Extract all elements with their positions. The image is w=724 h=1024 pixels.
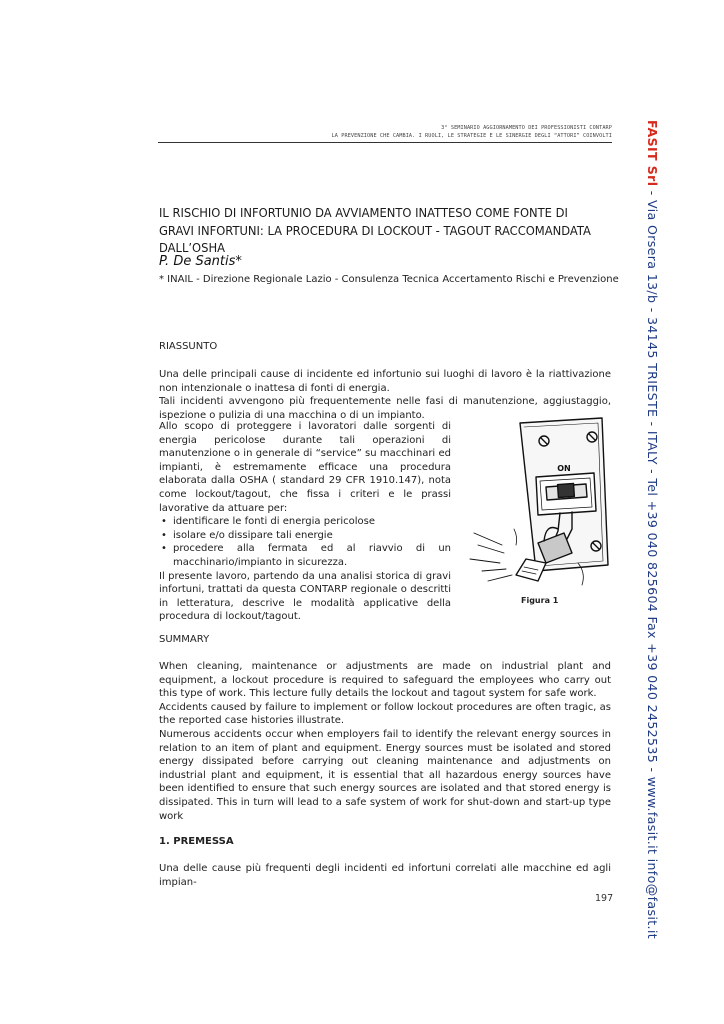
publisher-contact: - Via Orsera 13/b - 34145 TRIESTE - ITALY - Tel +39 040 825604 Fax +39 040 2452535 - www.fasit.it info@fasit.it — [645, 186, 660, 939]
premessa-heading: 1. PREMESSA — [159, 836, 234, 847]
running-header-line-2: LA PREVENZIONE CHE CAMBIA. I RUOLI, LE STRATEGIE E LE SINERGIE DEGLI “ATTORI” COINVOLTI — [331, 132, 612, 139]
publisher-sidebar-text — [645, 120, 660, 939]
header-rule — [158, 142, 612, 143]
lockout-figure — [466, 413, 614, 593]
figure-switch-label: ON — [557, 464, 571, 473]
paper-title-line-2: GRAVI INFORTUNI: LA PROCEDURA DI LOCKOUT - TAGOUT RACCOMANDATA DALL’OSHA — [159, 222, 591, 255]
riassunto-body — [159, 420, 451, 624]
riassunto-heading: RIASSUNTO — [159, 341, 218, 352]
premessa-paragraph-1: Una delle cause più frequenti degli incidenti ed infortuni correlati alle macchine ed agli impian- — [159, 863, 611, 888]
summary-body — [159, 660, 611, 823]
summary-paragraph-2: Accidents caused by failure to implement or follow lockout procedures are often tragic, as the reported case histories illustrate. — [159, 701, 611, 727]
running-header — [332, 125, 612, 140]
paper-title-line-1: IL RISCHIO DI INFORTUNIO DA AVVIAMENTO INATTESO COME FONTE DI — [159, 205, 568, 220]
riassunto-paragraph-4: Il presente lavoro, partendo da una analisi storica di gravi infortuni, trattati da questa CONTARP regionale o descritti in letteratura, descrive le modalità applicative della procedura di lockout/tagout. — [159, 570, 451, 623]
riassunto-paragraph-3: Allo scopo di proteggere i lavoratori dalle sorgenti di energia pericolose durante tali operazioni di manutenzione o in generale di “service” su macchinari ed impianti, è estremamente efficace una procedura elaborata dalla OSHA ( standard 29 CFR 1910.147), nota come lockout/tagout, che fissa i criteri e le prassi lavorative da attuare per: — [159, 421, 451, 514]
page-number: 197 — [595, 893, 614, 904]
bullet-item: • identificare le fonti di energia pericolose — [159, 515, 451, 529]
summary-paragraph-1: When cleaning, maintenance or adjustments are made on industrial plant and equipment, a lockout procedure is required to safeguard the employees who carry out this type of work. This lecture fully details the lockout and tagout system for safe work. — [159, 661, 611, 700]
paper-title — [159, 204, 596, 257]
riassunto-paragraph-1: Una delle principali cause di incidente ed infortunio sui luoghi di lavoro è la riattivazione non intenzionale o inattesa di fonti di energia. — [159, 369, 611, 394]
figure-caption: Figura 1 — [521, 596, 559, 605]
bullet-item: • procedere alla fermata ed al riavvio di un macchinario/impianto in sicurezza. — [159, 542, 451, 569]
premessa-body — [159, 862, 611, 889]
riassunto-paragraph-2: Tali incidenti avvengono più frequentemente nelle fasi di manutenzione, aggiustaggio, ispezione o pulizia di una macchina o di un impianto. — [159, 396, 611, 421]
bullet-item: • isolare e/o dissipare tali energie — [159, 529, 451, 543]
running-header-line-1: 3° SEMINARIO AGGIORNAMENTO DEI PROFESSIONISTI CONTARP — [441, 125, 612, 131]
author: P. De Santis* — [159, 254, 242, 269]
summary-heading: SUMMARY — [159, 634, 210, 645]
affiliation: * INAIL - Direzione Regionale Lazio - Consulenza Tecnica Accertamento Rischi e Prevenzione — [159, 274, 619, 285]
summary-paragraph-3: Numerous accidents occur when employers fail to identify the relevant energy sources in relation to an item of plant and equipment. Energy sources must be isolated and stored energy dissipated before carrying out cleaning maintenance and adjustments on industrial plant and equipment, it is essential that all hazardous energy sources have been identified to ensure that such energy sources are isolated and that stored energy is dissipated. This in turn will lead to a safe system of work for shut-down and start-up type work — [159, 728, 611, 822]
publisher-brand: FASIT Srl — [645, 120, 660, 187]
publisher-sidebar — [640, 120, 664, 939]
